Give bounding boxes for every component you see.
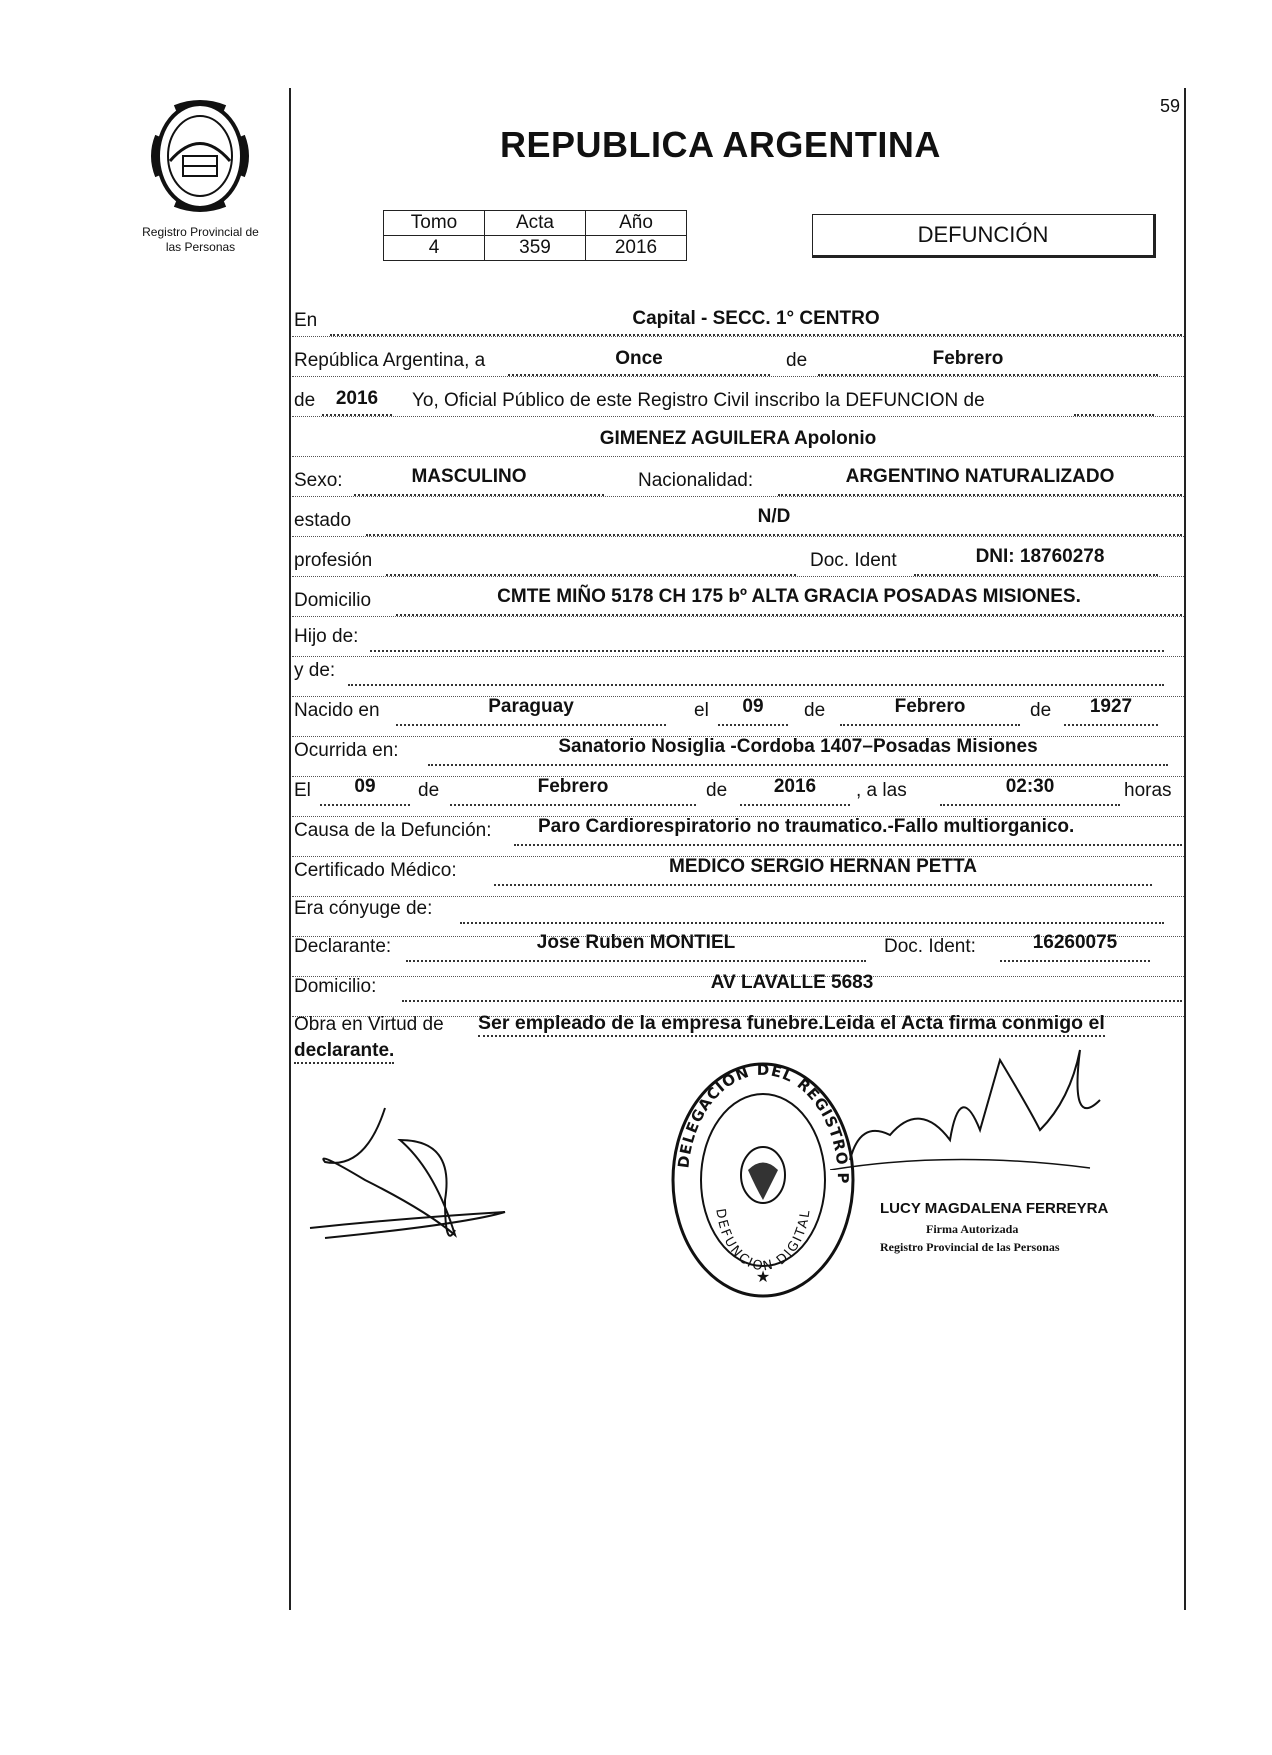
value-estado: N/D xyxy=(757,506,791,527)
tomo-value: 4 xyxy=(384,236,485,261)
value-obra-line2: declarante. xyxy=(294,1040,394,1064)
label-de-nacido-ano: de xyxy=(1030,700,1052,721)
field-line-certificado xyxy=(494,884,1152,886)
tomo-header: Tomo xyxy=(384,211,485,236)
value-nacido-mes: Febrero xyxy=(894,696,966,717)
official-signature xyxy=(830,1040,1140,1170)
field-line-nacionalidad xyxy=(778,494,1182,496)
form-row-10 xyxy=(292,656,1184,697)
label-domicilio: Domicilio xyxy=(294,590,372,611)
value-declarante: Jose Ruben MONTIEL xyxy=(536,932,736,953)
label-obra: Obra en Virtud de xyxy=(294,1014,444,1035)
value-domicilio: CMTE MIÑO 5178 CH 175 bº ALTA GRACIA POSADAS MISIONES. xyxy=(497,586,1081,607)
field-line-sexo xyxy=(354,494,604,496)
field-line-declarante-doc xyxy=(1000,960,1150,962)
page-number: 59 xyxy=(1160,96,1181,116)
signature-scribble-icon xyxy=(305,1100,535,1260)
value-certificado: MEDICO SERGIO HERNAN PETTA xyxy=(669,856,977,877)
field-line-declarante xyxy=(406,960,866,962)
value-dni: DNI: 18760278 xyxy=(975,546,1105,567)
label-conyuge: Era cónyuge de: xyxy=(294,898,433,919)
field-line-dni xyxy=(914,574,1158,576)
label-de-mes: de xyxy=(786,350,808,371)
field-line-mes xyxy=(818,374,1158,376)
left-margin-rule xyxy=(289,88,291,1610)
label-horas: horas xyxy=(1124,780,1172,801)
label-oficial: Yo, Oficial Público de este Registro Civil inscribo la DEFUNCION de xyxy=(412,390,985,411)
field-line-domicilio xyxy=(396,614,1182,616)
field-line-lugar xyxy=(330,334,1182,336)
official-signature-scribble-icon xyxy=(830,1040,1140,1170)
record-type-box: DEFUNCIÓN xyxy=(812,214,1156,258)
value-def-dia: 09 xyxy=(354,776,376,797)
field-line-dia xyxy=(508,374,770,376)
field-line-conyuge xyxy=(460,922,1164,924)
field-line-def-ano xyxy=(740,804,850,806)
value-nacionalidad: ARGENTINO NATURALIZADO xyxy=(845,466,1115,487)
label-de-nacido-mes: de xyxy=(804,700,826,721)
value-ocurrida: Sanatorio Nosiglia -Cordoba 1407–Posadas Misiones xyxy=(558,736,1038,757)
label-certificado: Certificado Médico: xyxy=(294,860,457,881)
label-de-def-ano: de xyxy=(706,780,728,801)
acta-value: 359 xyxy=(485,236,586,261)
value-def-mes: Febrero xyxy=(537,776,609,797)
signatory-organization: Registro Provincial de las Personas xyxy=(880,1240,1060,1254)
field-line-causa xyxy=(514,844,1182,846)
field-line-profesion xyxy=(386,574,796,576)
registry-name-line2: las Personas xyxy=(165,240,236,254)
ano-header: Año xyxy=(586,211,687,236)
field-line-nacido-mes xyxy=(840,724,1020,726)
signatory-role: Firma Autorizada xyxy=(926,1222,1019,1236)
field-line-ocurrida xyxy=(428,764,1168,766)
signatory-name: LUCY MAGDALENA FERREYRA xyxy=(880,1200,1109,1217)
field-line-y-de xyxy=(348,684,1164,686)
value-ano: 2016 xyxy=(335,388,379,409)
label-doc-ident-declarante: Doc. Ident: xyxy=(884,936,976,957)
record-reference-table xyxy=(383,210,687,261)
value-nacido-lugar: Paraguay xyxy=(488,696,574,717)
svg-text:★: ★ xyxy=(755,1267,771,1286)
field-line-ano xyxy=(322,414,392,416)
declarant-signature xyxy=(305,1100,535,1260)
label-causa: Causa de la Defunción: xyxy=(294,820,492,841)
value-nacido-ano: 1927 xyxy=(1089,696,1133,717)
field-line-def-hora xyxy=(940,804,1120,806)
field-line-nacido-ano xyxy=(1064,724,1158,726)
label-a-las: , a las xyxy=(856,780,907,801)
label-declarante: Declarante: xyxy=(294,936,392,957)
field-line-hijo-de xyxy=(370,650,1164,652)
page-title: REPUBLICA ARGENTINA xyxy=(500,124,941,165)
acta-header: Acta xyxy=(485,211,586,236)
coat-of-arms-icon xyxy=(145,96,255,216)
value-nacido-dia: 09 xyxy=(742,696,764,717)
registry-name-line1: Registro Provincial de xyxy=(142,225,259,239)
value-declarante-doc: 16260075 xyxy=(1032,932,1118,953)
label-el: el xyxy=(694,700,709,721)
field-line-declarante-dom xyxy=(402,1000,1182,1002)
field-line-def-mes xyxy=(450,804,696,806)
label-domicilio-declarante: Domicilio: xyxy=(294,976,377,997)
value-causa: Paro Cardiorespiratorio no traumatico.-Fallo multiorganico. xyxy=(538,816,1075,837)
field-line-nacido-dia xyxy=(718,724,788,726)
field-line-estado xyxy=(366,534,1182,536)
ano-value: 2016 xyxy=(586,236,687,261)
field-line-oficial-end xyxy=(1074,414,1154,416)
right-margin-rule xyxy=(1184,88,1186,1610)
value-def-hora: 02:30 xyxy=(1005,776,1055,797)
label-el-fecha: El xyxy=(294,780,311,801)
label-profesion: profesión xyxy=(294,550,373,571)
value-declarante-dom: AV LAVALLE 5683 xyxy=(710,972,874,993)
label-estado: estado xyxy=(294,510,352,531)
value-dia: Once xyxy=(615,348,663,369)
svg-text:DELEGACION DEL REGISTRO PROVIN: DELEGACION DEL REGISTRO P xyxy=(674,1060,853,1185)
label-republica: República Argentina, a xyxy=(294,350,486,371)
value-nombre: GIMENEZ AGUILERA Apolonio xyxy=(599,428,877,449)
svg-text:DEFUNCION DIGITAL: DEFUNCION DIGITAL xyxy=(712,1207,814,1275)
value-obra-line1: Ser empleado de la empresa funebre.Leida el Acta firma conmigo el xyxy=(478,1012,1105,1037)
province-logo xyxy=(145,96,255,216)
label-nacionalidad: Nacionalidad: xyxy=(638,470,754,491)
label-nacido-en: Nacido en xyxy=(294,700,380,721)
label-de-def-mes: de xyxy=(418,780,440,801)
field-line-nacido-lugar xyxy=(396,724,666,726)
value-mes: Febrero xyxy=(932,348,1004,369)
value-lugar: Capital - SECC. 1° CENTRO xyxy=(632,308,880,329)
value-sexo: MASCULINO xyxy=(411,466,527,487)
label-hijo-de: Hijo de: xyxy=(294,626,359,647)
label-en: En xyxy=(294,310,318,331)
label-ocurrida-en: Ocurrida en: xyxy=(294,740,399,761)
value-def-ano: 2016 xyxy=(773,776,817,797)
label-de-ano: de xyxy=(294,390,316,411)
label-doc-ident: Doc. Ident xyxy=(810,550,897,571)
label-y-de: y de: xyxy=(294,660,336,681)
label-sexo: Sexo: xyxy=(294,470,343,491)
field-line-def-dia xyxy=(320,804,410,806)
